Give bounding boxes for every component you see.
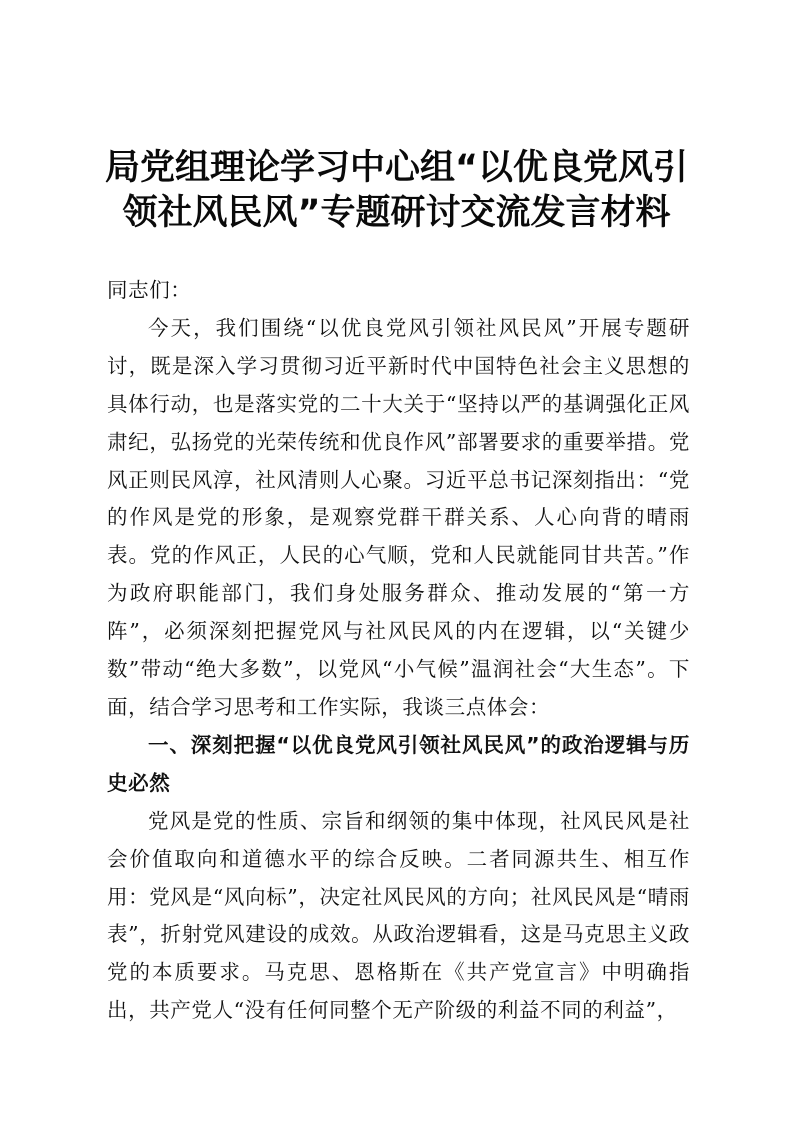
paragraph-section-1: 党风是党的性质、宗旨和纲领的集中体现，社风民风是社会价值取向和道德水平的综合反映。二者同源共生、相互作用：党风是“风向标”，决定社风民风的方向；社风民风是“晴雨表”，折射党风建设的成效。从政治逻辑看，这是马克思主义政党的本质要求。马克思、恩格斯在《共产党宣言》中明确指出，共产党人“没有任何同整个无产阶级的利益不同的利益”，	[107, 808, 690, 1023]
section-heading-1: 一、深刻把握“以优良党风引领社风民风”的政治逻辑与历史必然	[107, 732, 690, 795]
title-line-1: 局党组理论学习中心组“以优良党风引	[104, 148, 688, 188]
document-body	[107, 272, 690, 1030]
salutation: 同志们：	[107, 278, 192, 302]
title-line-2: 领社风民风”专题研讨交流发言材料	[122, 193, 671, 233]
document-title	[100, 146, 693, 236]
paragraph-intro: 今天，我们围绕“以优良党风引领社风民风”开展专题研讨，既是深入学习贯彻习近平新时代中国特色社会主义思想的具体行动，也是落实党的二十大关于“坚持以严的基调强化正风肃纪，弘扬党的光荣传统和优良作风”部署要求的重要举措。党风正则民风淳，社风清则人心聚。习近平总书记深刻指出：“党的作风是党的形象，是观察党群干群关系、人心向背的晴雨表。党的作风正，人民的心气顺，党和人民就能同甘共苦。”作为政府职能部门，我们身处服务群众、推动发展的“第一方阵”，必须深刻把握党风与社风民风的内在逻辑，以“关键少数”带动“绝大多数”，以党风“小气候”温润社会“大生态”。下面，结合学习思考和工作实际，我谈三点体会：	[107, 315, 690, 719]
